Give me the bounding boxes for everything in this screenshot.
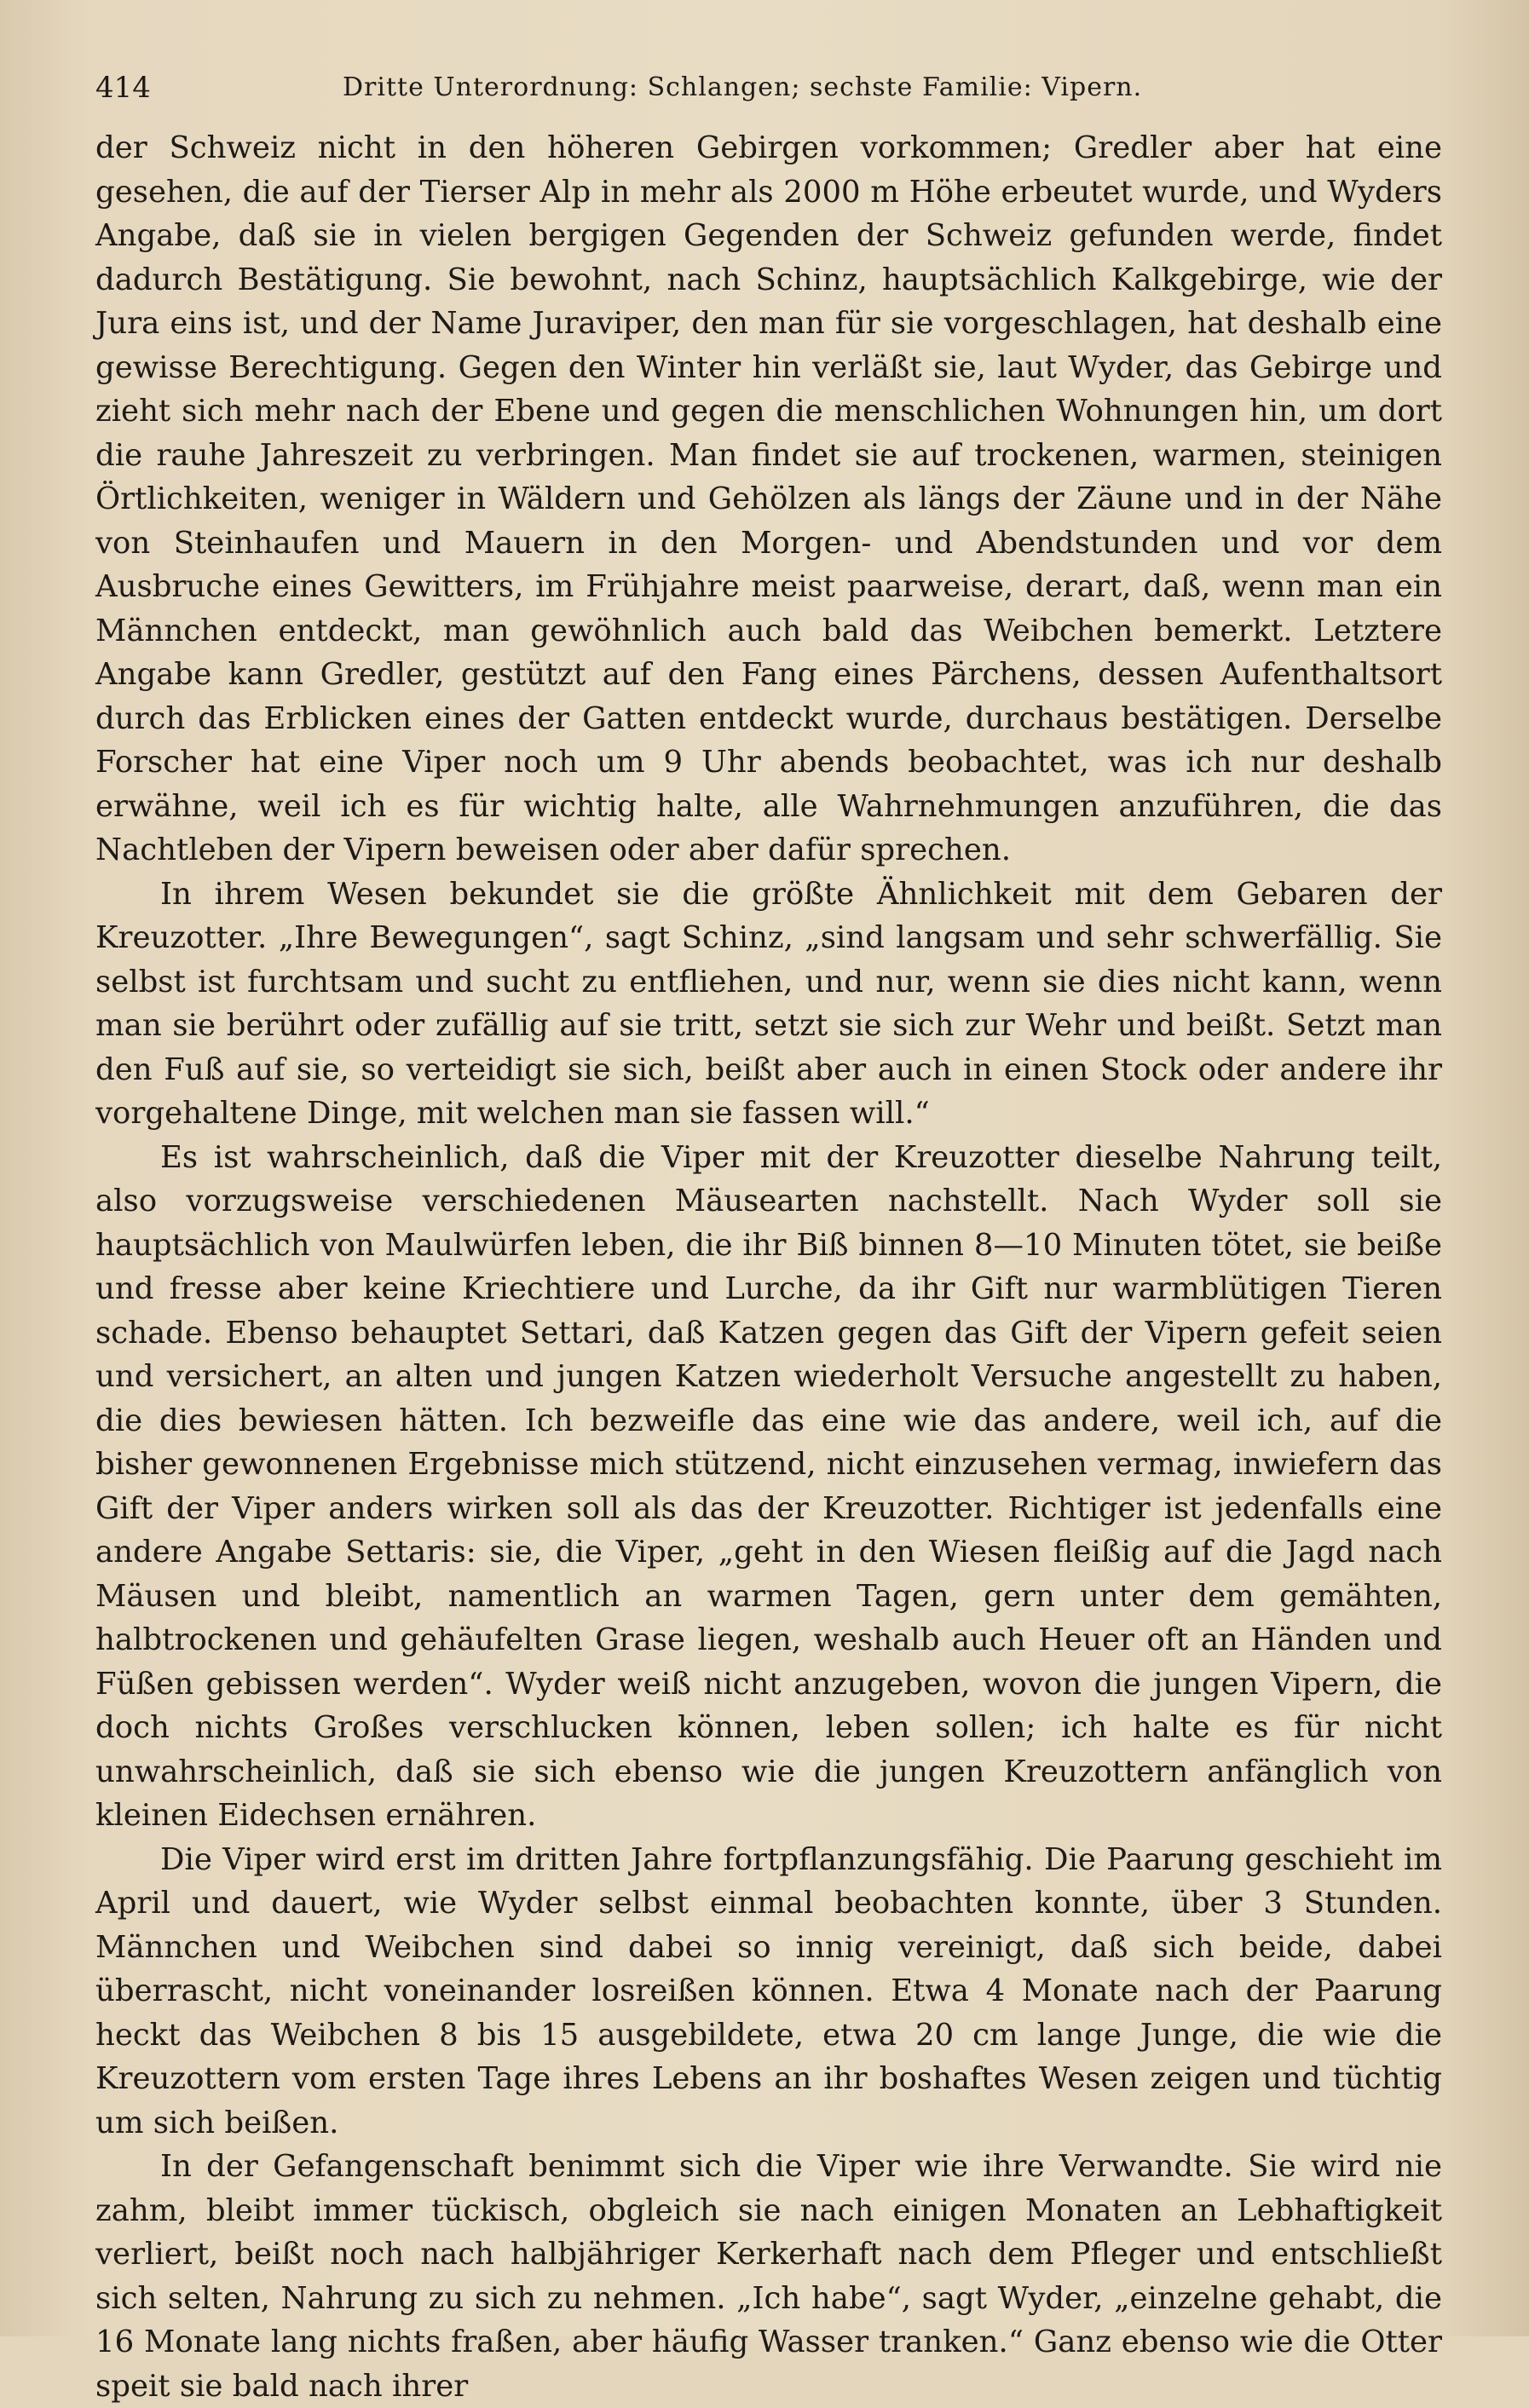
paragraph: der Schweiz nicht in den höheren Gebirgen vorkommen; Gredler aber hat eine gesehen, die auf der Tierser Alp in mehr als 2000 m Höhe erbeutet wurde, und Wyders Angabe, daß sie in vielen bergigen Gegenden der Schweiz gefunden werde, findet dadurch Bestätigung. Sie bewohnt, nach Schinz, hauptsächlich Kalkgebirge, wie der Jura eins ist, und der Name Juraviper, den man für sie vorgeschlagen, hat deshalb eine gewisse Berechtigung. Gegen den Winter hin verläßt sie, laut Wyder, das Gebirge und zieht sich mehr nach der Ebene und gegen die menschlichen Wohnungen hin, um dort die rauhe Jahreszeit zu verbringen. Man findet sie auf trockenen, warmen, steinigen Örtlichkeiten, weniger in Wäldern und Gehölzen als längs der Zäune und in der Nähe von Steinhaufen und Mauern in den Morgen- und Abendstunden und vor dem Ausbruche eines Gewitters, im Frühjahre meist paarweise, derart, daß, wenn man ein Männchen entdeckt, man gewöhnlich auch bald das Weibchen bemerkt. Letztere Angabe kann Gredler, gestützt auf den Fang eines Pärchens, dessen Aufenthaltsort durch das Erblicken eines der Gatten entdeckt wurde, durchaus bestätigen. Derselbe Forscher hat eine Viper noch um 9 Uhr abends beobachtet, was ich nur deshalb erwähne, weil ich es für wichtig halte, alle Wahrnehmungen anzuführen, die das Nachtleben der Vipern beweisen oder aber dafür sprechen.: [95, 130, 1442, 867]
page-header: [95, 66, 1442, 109]
running-head: Dritte Unterordnung: Schlangen; sechste Familie: Vipern.: [343, 72, 1143, 102]
page-number: 414: [95, 71, 151, 105]
paragraph: Es ist wahrscheinlich, daß die Viper mit der Kreuzotter dieselbe Nahrung teilt, also vorzugsweise verschiedenen Mäusearten nachstellt. Nach Wyder soll sie hauptsächlich von Maulwürfen leben, die ihr Biß binnen 8—10 Minuten tötet, sie beiße und fresse aber keine Kriechtiere und Lurche, da ihr Gift nur warmblütigen Tieren schade. Ebenso behauptet Settari, daß Katzen gegen das Gift der Vipern gefeit seien und versichert, an alten und jungen Katzen wiederholt Versuche angestellt zu haben, die dies bewiesen hätten. Ich bezweifle das eine wie das andere, weil ich, auf die bisher gewonnenen Ergebnisse mich stützend, nicht einzusehen vermag, inwiefern das Gift der Viper anders wirken soll als das der Kreuzotter. Richtiger ist jedenfalls eine andere Angabe Settaris: sie, die Viper, „geht in den Wiesen fleißig auf die Jagd nach Mäusen und bleibt, namentlich an warmen Tagen, gern unter dem gemähten, halbtrockenen und gehäufelten Grase liegen, weshalb auch Heuer oft an Händen und Füßen gebissen werden“. Wyder weiß nicht anzugeben, wovon die jungen Vipern, die doch nichts Großes verschlucken können, leben sollen; ich halte es für nicht unwahrscheinlich, daß sie sich ebenso wie die jungen Kreuzottern anfänglich von kleinen Eidechsen ernähren.: [95, 1139, 1442, 1833]
body-text: [95, 126, 1442, 2408]
paragraph: In ihrem Wesen bekundet sie die größte Ähnlichkeit mit dem Gebaren der Kreuzotter. „Ihre Bewegungen“, sagt Schinz, „sind langsam und sehr schwerfällig. Sie selbst ist furchtsam und sucht zu entfliehen, und nur, wenn sie dies nicht kann, wenn man sie berührt oder zufällig auf sie tritt, setzt sie sich zur Wehr und beißt. Setzt man den Fuß auf sie, so verteidigt sie sich, beißt aber auch in einen Stock oder andere ihr vorgehaltene Dinge, mit welchen man sie fassen will.“: [95, 876, 1442, 1131]
paragraph: Die Viper wird erst im dritten Jahre fortpflanzungsfähig. Die Paarung geschieht im April und dauert, wie Wyder selbst einmal beobachten konnte, über 3 Stunden. Männchen und Weibchen sind dabei so innig vereinigt, daß sich beide, dabei überrascht, nicht voneinander losreißen können. Etwa 4 Monate nach der Paarung heckt das Weibchen 8 bis 15 ausgebildete, etwa 20 cm lange Junge, die wie die Kreuzottern vom ersten Tage ihres Lebens an ihr boshaftes Wesen zeigen und tüchtig um sich beißen.: [95, 1841, 1442, 2140]
paragraph: In der Gefangenschaft benimmt sich die Viper wie ihre Verwandte. Sie wird nie zahm, bleibt immer tückisch, obgleich sie nach einigen Monaten an Lebhaftigkeit verliert, beißt noch nach halbjähriger Kerkerhaft nach dem Pfleger und entschließt sich selten, Nahrung zu sich zu nehmen. „Ich habe“, sagt Wyder, „einzelne gehabt, die 16 Monate lang nichts fraßen, aber häufig Wasser tranken.“ Ganz ebenso wie die Otter speit sie bald nach ihrer: [95, 2149, 1442, 2404]
